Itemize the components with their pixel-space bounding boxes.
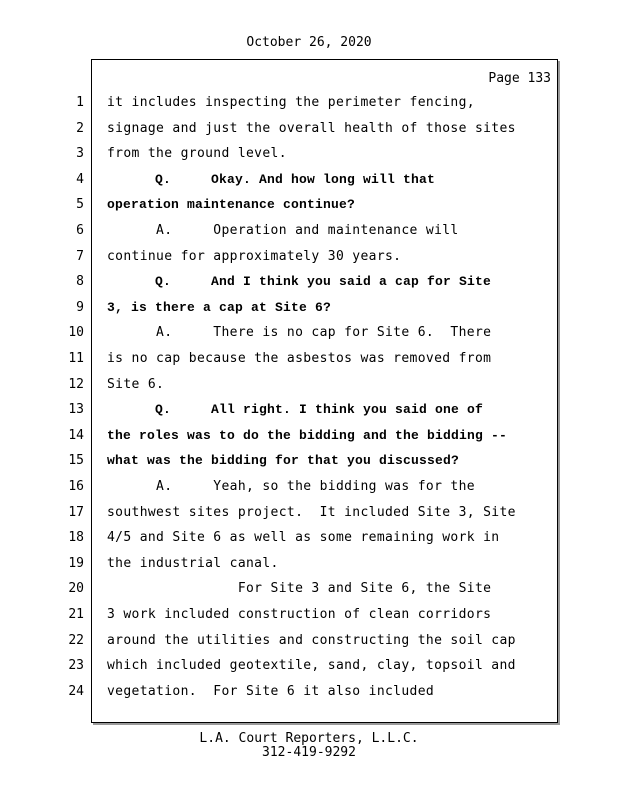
transcript-line: is no cap because the asbestos was removed from bbox=[107, 351, 492, 366]
line-number: 24 bbox=[68, 684, 84, 699]
line-number: 4 bbox=[76, 172, 84, 187]
transcript-line: operation maintenance continue? bbox=[107, 197, 356, 212]
line-number: 13 bbox=[68, 402, 84, 417]
transcript-line: southwest sites project. It included Site 3, Site bbox=[107, 505, 516, 520]
transcript-line: Q. Okay. And how long will that bbox=[107, 172, 436, 187]
transcript-line: signage and just the overall health of those sites bbox=[107, 121, 516, 136]
reporter-company: L.A. Court Reporters, L.L.C. bbox=[199, 731, 419, 746]
line-number: 10 bbox=[68, 325, 84, 340]
line-number: 21 bbox=[68, 607, 84, 622]
page-number: Page 133 bbox=[488, 71, 551, 86]
line-number: 22 bbox=[68, 633, 84, 648]
line-number: 17 bbox=[68, 505, 84, 520]
line-number: 18 bbox=[68, 530, 84, 545]
transcript-line: Site 6. bbox=[107, 377, 165, 392]
line-number: 6 bbox=[76, 223, 84, 238]
line-number: 12 bbox=[68, 377, 84, 392]
transcript-line: continue for approximately 30 years. bbox=[107, 249, 402, 264]
reporter-phone: 312-419-9292 bbox=[262, 745, 356, 760]
transcript-line: what was the bidding for that you discussed? bbox=[107, 453, 460, 468]
transcript-line: the roles was to do the bidding and the bidding -- bbox=[107, 428, 508, 443]
transcript-line: A. Yeah, so the bidding was for the bbox=[107, 479, 475, 494]
transcript-line: which included geotextile, sand, clay, topsoil and bbox=[107, 658, 516, 673]
transcript-line: the industrial canal. bbox=[107, 556, 279, 571]
line-number: 3 bbox=[76, 146, 84, 161]
line-number: 19 bbox=[68, 556, 84, 571]
line-number: 20 bbox=[68, 581, 84, 596]
line-number: 7 bbox=[76, 249, 84, 264]
line-number: 14 bbox=[68, 428, 84, 443]
transcript-line: it includes inspecting the perimeter fencing, bbox=[107, 95, 475, 110]
line-number: 15 bbox=[68, 453, 84, 468]
transcript-line: For Site 3 and Site 6, the Site bbox=[107, 581, 492, 596]
transcript-line: 3, is there a cap at Site 6? bbox=[107, 300, 332, 315]
transcript-line: from the ground level. bbox=[107, 146, 287, 161]
transcript-line: 4/5 and Site 6 as well as some remaining work in bbox=[107, 530, 500, 545]
transcript-line: Q. All right. I think you said one of bbox=[107, 402, 484, 417]
footer bbox=[0, 732, 618, 760]
line-number: 1 bbox=[76, 95, 84, 110]
line-number: 9 bbox=[76, 300, 84, 315]
line-number: 23 bbox=[68, 658, 84, 673]
transcript-date: October 26, 2020 bbox=[246, 35, 372, 50]
transcript-line: vegetation. For Site 6 it also included bbox=[107, 684, 435, 699]
transcript-line: around the utilities and constructing the soil cap bbox=[107, 633, 516, 648]
transcript-line: A. There is no cap for Site 6. There bbox=[107, 325, 492, 340]
transcript-line: 3 work included construction of clean corridors bbox=[107, 607, 492, 622]
line-number: 8 bbox=[76, 274, 84, 289]
line-number: 16 bbox=[68, 479, 84, 494]
transcript-line: A. Operation and maintenance will bbox=[107, 223, 459, 238]
line-number: 11 bbox=[68, 351, 84, 366]
transcript-line: Q. And I think you said a cap for Site bbox=[107, 274, 492, 289]
line-number: 5 bbox=[76, 197, 84, 212]
line-number: 2 bbox=[76, 121, 84, 136]
